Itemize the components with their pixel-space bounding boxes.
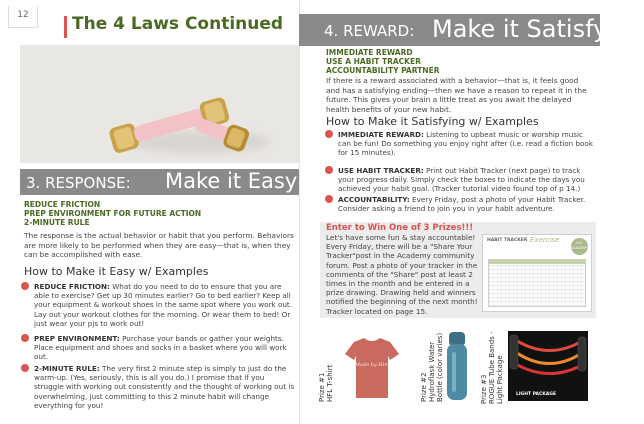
bullet-dot-icon xyxy=(325,130,333,138)
bullet-dot-icon xyxy=(21,334,29,342)
contest-box xyxy=(320,222,596,318)
list-item: 2-MINUTE RULE: The very first 2 minute step is simply to just do the warm-up. (Yes, seriously, this is all you do.) I promise that if you struggle with working out consistently and the thought of working out is overwhelming, just committing to this 2 minute habit will change everything for you! xyxy=(34,364,296,410)
prize-2-label: Prize #2 Hydroflask Water Bottle (color varies) xyxy=(420,332,444,402)
bands-package-image xyxy=(508,331,588,401)
dumbbells-photo xyxy=(20,45,299,163)
contest-text: Let's have some fun & stay accountable! Every Friday, there will be a "Share Your Tracker"post in the Academy community forum. Post a photo of your tracker in the comments of the "Share" post at least 2 times in the month and be entered in a prize drawing. Drawing held and winners notified the beginning of the next month! Tracker located on page 15. xyxy=(326,233,478,316)
dumbbell-illustration xyxy=(98,91,248,149)
bullet-dot-icon xyxy=(21,282,29,290)
response-subheads: REDUCE FRICTION PREP ENVIRONMENT FOR FUTURE ACTION 2-MINUTE RULE xyxy=(24,200,202,227)
tshirt-image xyxy=(344,336,400,400)
tracker-grid xyxy=(488,259,586,307)
reward-subheads: IMMEDIATE REWARD USE A HABIT TRACKER ACCOUNTABILITY PARTNER xyxy=(326,48,440,75)
bullet-dot-icon xyxy=(325,166,333,174)
list-item: ACCOUNTABILITY: Every Friday, post a photo of your Habit Tracker. Consider asking a friend to join you in your habit adventure. xyxy=(338,195,594,213)
response-intro: The response is the actual behavior or habit that you perform. Behaviors are more likely to be performed when they are easy—that is, when they can be accomplished with ease. xyxy=(24,231,294,259)
bullet-dot-icon xyxy=(21,364,29,372)
prize-3-label: Prize #3 ROGUE Tube Bands - Light Package xyxy=(480,331,504,404)
how-satisfying-heading: How to Make it Satisfying w/ Examples xyxy=(326,115,539,128)
page-title: The 4 Laws Continued xyxy=(72,14,284,34)
academy-logo-icon: HFL ACADEMY xyxy=(571,238,588,255)
list-item: USE HABIT TRACKER: Print out Habit Tracker (next page) to track your progress daily. Simply check the boxes to indicate the days you achieved your habit goal. (Tracker tutorial video found top of p 14.) xyxy=(338,166,594,194)
page-number: 12 xyxy=(8,6,38,28)
bullet-dot-icon xyxy=(325,195,333,203)
title-accent-bar xyxy=(64,16,67,38)
habit-tracker-thumbnail: HABIT TRACKER Exercise HFL ACADEMY xyxy=(482,234,592,312)
prize-1-label: Prize #1 HFL T-shirt xyxy=(318,364,334,402)
shirt-text: Made by Him xyxy=(354,362,390,368)
how-easy-heading: How to Make it Easy w/ Examples xyxy=(24,265,209,278)
package-label: LIGHT PACKAGE xyxy=(516,392,557,397)
list-item: IMMEDIATE REWARD: Listening to upbeat music or worship music can be fun! Do something you enjoy right after (i.e. read a fiction book for 15 minutes). xyxy=(338,130,594,158)
water-bottle-image xyxy=(444,332,470,402)
reward-intro: If there is a reward associated with a behavior—that is, it feels good and has a satisfying ending—then we have a reason to repeat it in the future. This gives your brain a little treat as you await the delayed health benefits of your new habit. xyxy=(326,76,587,114)
response-banner: 3. RESPONSE: Make it Easy xyxy=(20,169,299,195)
reward-banner: 4. REWARD: Make it Satisfying xyxy=(299,14,600,46)
list-item: REDUCE FRICTION: What do you need to do to ensure that you are able to exercise? Get up 30 minutes earlier? Go to bed earlier? Keep all your equipment & workout shoes in the same spot where you work out. Lay out your workout clothes for the morning. Or wear them to bed! Or just wear your pjs to work out! xyxy=(34,282,296,328)
gutter xyxy=(299,0,300,424)
contest-title: Enter to Win One of 3 Prizes!!! xyxy=(326,223,474,233)
list-item: PREP ENVIRONMENT: Purchase your bands or gather your weights. Place equipment and shoes and socks in a basket where you will work out. xyxy=(34,334,296,362)
